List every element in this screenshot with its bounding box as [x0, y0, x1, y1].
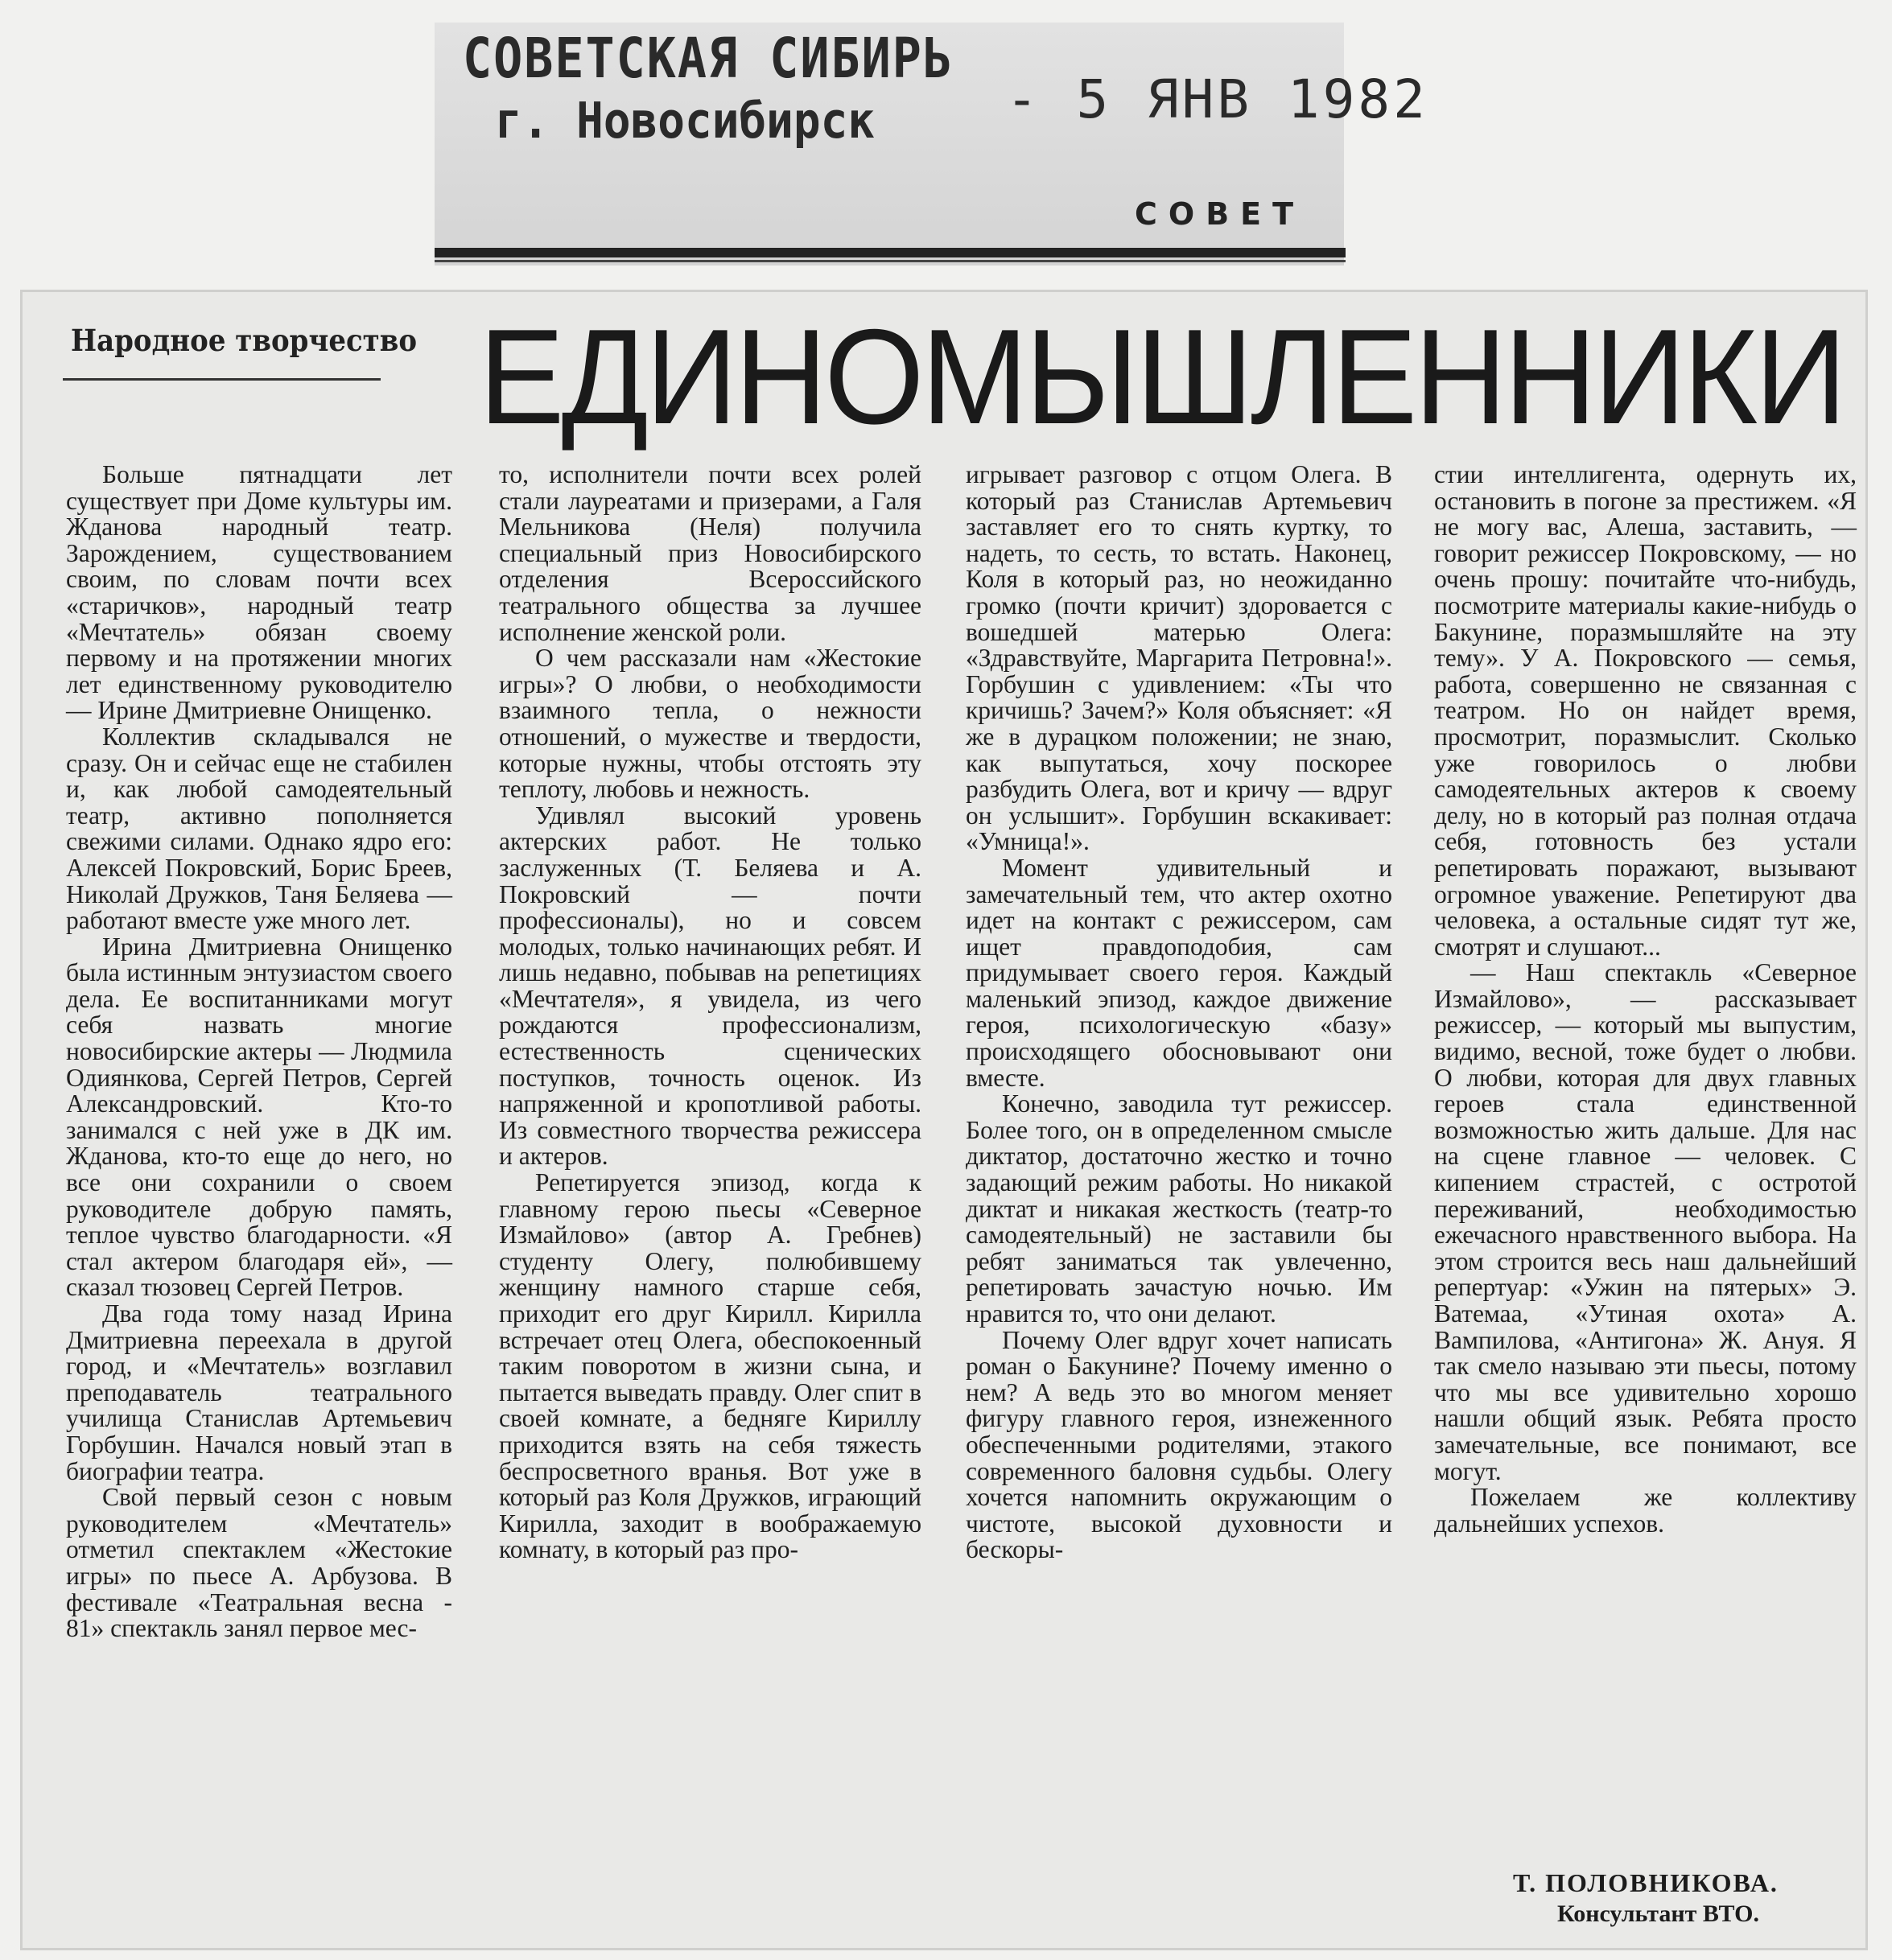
- paragraph: Свой первый сезон с новым руководителем «Мечтатель» отметил спектаклем «Жестокие игры» по пьесе А. Арбузова. В фестивале «Театральная весна - 81» спектакль занял первое мес-: [66, 1483, 452, 1643]
- paragraph: О чем рассказали нам «Жестокие игры»? О любви, о необходимости взаимного тепла, о нежности отношений, о мужестве и твердости, которые нужны, чтобы отстоять эту теплоту, любовь и нежность.: [499, 644, 921, 804]
- paragraph: Почему Олег вдруг хочет написать роман о Бакунине? Почему именно о нем? А ведь это во многом меняет фигуру главного героя, изнеженного обеспеченными родителями, этакого современного баловня судьбы. Олегу хочется напомнить окружающим о чистоте, высокой духовности и бескоры-: [966, 1325, 1392, 1564]
- article-column-4: [1434, 462, 1857, 1537]
- paragraph: Удивлял высокий уровень актерских работ. Не только заслуженных (Т. Беляева и А. Покровский — почти профессионалы), но и совсем молодых, только начинающих ребят. И лишь недавно, побывав на репетициях «Мечтателя», я увидела, из чего рождаются профессионализм, естественность сценических поступков, точность оценок. Из напряженной и кропотливой работы. Из совместного творчества режиссера и актеров.: [499, 801, 921, 1171]
- paragraph: — Наш спектакль «Северное Измайлово», — рассказывает режиссер, — который мы выпустим, видимо, весной, тоже будет о любви. О любви, которая для двух главных героев стала единственной возможностью жить дальше. Для нас на сцене главное — человек. С кипением страстей, с остротой переживаний, необходимостью ежечасного нравственного выбора. На этом строится весь наш дальнейший репертуар: «Ужин на пятерых» Э. Ватемаа, «Утиная охота» А. Вампилова, «Антигона» Ж. Ануя. Я так смело называю эти пьесы, потому что мы все удивительно хорошо нашли общий язык. Ребята просто замечательные, все понимают, все могут.: [1434, 958, 1857, 1485]
- stamp-newspaper-name: СОВЕТСКАЯ СИБИРЬ: [463, 26, 954, 92]
- article-rubric: Народное творчество: [71, 323, 418, 359]
- paragraph: Пожелаем же коллективу дальнейших успехов.: [1434, 1483, 1857, 1538]
- article-title: ЕДИНОМЫШЛЕННИКИ: [479, 301, 1845, 452]
- stamp-date: - 5 ЯНВ 1982: [1006, 68, 1428, 130]
- article-column-1: [66, 462, 452, 1642]
- paragraph: Момент удивительный и замечательный тем, что актер охотно идет на контакт с режиссером, сам ищет правдоподобия, сам придумывает своего героя. Каждый маленький эпизод, каждое движение героя, психологическую «базу» происходящего обосновывают они вместе.: [966, 853, 1392, 1092]
- article-column-3: [966, 462, 1392, 1563]
- masthead-fragment: СОВЕТ: [1135, 196, 1305, 232]
- masthead-rule-thin: [435, 260, 1346, 262]
- paragraph: Конечно, заводила тут режиссер. Более того, он в определенном смысле диктатор, достаточно жестко и точно задающий режим работы. Но никакой диктат и никакая жесткость (театр-то самодеятельный) не заставили бы ребят заниматься так увлеченно, репетировать зачастую ночью. Им нравится то, что они делают.: [966, 1089, 1392, 1328]
- author-name: Т. ПОЛОВНИКОВА.: [1513, 1868, 1779, 1897]
- paragraph: Больше пятнадцати лет существует при Доме культуры им. Жданова народный театр. Зарождением, существованием своим, по словам почти всех «старичков», народный театр «Мечтатель» обязан своему первому и на протяжении многих лет единственному руководителю — Ирине Дмитриевне Онищенко.: [66, 460, 452, 725]
- stamp-city: г. Новосибирск: [495, 92, 876, 150]
- article-column-2: [499, 462, 921, 1563]
- paragraph: Коллектив складывался не сразу. Он и сейчас еще не стабилен и, как любой самодеятельный театр, активно пополняется свежими силами. Однако ядро его: Алексей Покровский, Борис Бреев, Николай Дружков, Таня Беляева — работают вместе уже много лет.: [66, 722, 452, 935]
- paragraph: стии интеллигента, одернуть их, остановить в погоне за престижем. «Я не могу вас, Алеша, заставить, — говорит режиссер Покровскому, — но очень прошу: почитайте что-нибудь, посмотрите материалы какие-нибудь о Бакунине, поразмышляйте на эту тему». У А. Покровского — семья, работа, совершенно не связанная с театром. Но он найдет время, просмотрит, поразмыслит. Сколько уже говорилось о любви самодеятельных актеров к своему делу, но в который раз полная отдача себя, готовность без устали репетировать поражают, вызывают огромное уважение. Репетируют два человека, а остальные сидят тут же, смотрят и слушают...: [1434, 460, 1857, 961]
- paragraph: игрывает разговор с отцом Олега. В который раз Станислав Артемьевич заставляет его то снять куртку, то надеть, то сесть, то встать. Наконец, Коля в который раз, но неожиданно громко (почти кричит) здоровается с вошедшей матерью Олега: «Здравствуйте, Маргарита Петровна!». Горбушин с удивлением: «Ты что кричишь? Зачем?» Коля объясняет: «Я же в дурацком положении; не знаю, как выпутаться, хочу поскорее разбудить Олега, вот и кричу — вдруг он услышит». Горбушин вскакивает: «Умница!».: [966, 460, 1392, 856]
- paragraph: Репетируется эпизод, когда к главному герою пьесы «Северное Измайлово» (автор А. Гребнев) студенту Олегу, полюбившему женщину намного старше себя, приходит его друг Кирилл. Кирилла встречает отец Олега, обеспокоенный таким поворотом в жизни сына, и пытается выведать правду. Олег спит в своей комнате, а бедняге Кириллу приходится взять на себя тяжесть беспросветного вранья. Вот уже в который раз Коля Дружков, играющий Кирилла, заходит в воображаемую комнату, в который раз про-: [499, 1168, 921, 1564]
- paragraph: Два года тому назад Ирина Дмитриевна переехала в другой город, и «Мечтатель» возглавил преподаватель театрального училища Станислав Артемьевич Горбушин. Начался новый этап в биографии театра.: [66, 1299, 452, 1485]
- paragraph: Ирина Дмитриевна Онищенко была истинным энтузиастом своего дела. Ее воспитанниками могут себя назвать многие новосибирские актеры — Людмила Одиянкова, Сергей Петров, Сергей Александровский. Кто-то занимался с ней уже в ДК им. Жданова, кто-то еще до него, но все они сохранили о своем руководителе добрую память, теплое чувство благодарности. «Я стал актером благодаря ей», — сказал тюзовец Сергей Петров.: [66, 932, 452, 1302]
- author-role: Консультант ВТО.: [1557, 1900, 1759, 1927]
- paragraph: то, исполнители почти всех ролей стали лауреатами и призерами, а Галя Мельникова (Неля) получила специальный приз Новосибирского отделения Всероссийского театрального общества за лучшее исполнение женской роли.: [499, 460, 921, 646]
- masthead-rule: [435, 248, 1346, 257]
- rubric-underline: [63, 378, 381, 381]
